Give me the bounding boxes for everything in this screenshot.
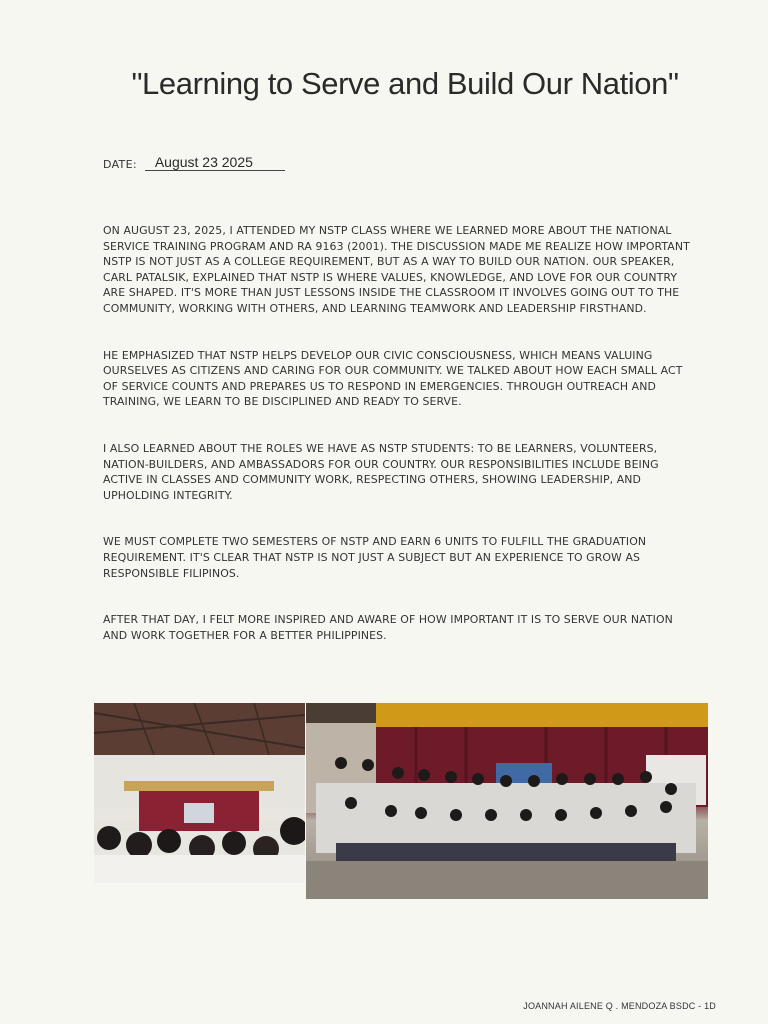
paragraph-1: ON AUGUST 23, 2025, I ATTENDED MY NSTP CLASS WHERE WE LEARNED MORE ABOUT THE NATIONAL SERVICE TRAINING PROGRAM AND RA 9163 (2001). THE DISCUSSION MADE ME REALIZE HOW IMPORTANT NSTP IS NOT JUST AS A COLLEGE REQUIREMENT, BUT AS A WAY TO BUILD OUR NATION. OUR SPEAKER, CARL PATALSIK, EXPLAINED THAT NSTP IS WHERE VALUES, KNOWLEDGE, AND LOVE FOR OUR COUNTRY ARE SHAPED. IT'S MORE THAN JUST LESSONS INSIDE THE CLASSROOM IT INVOLVES GOING OUT TO THE COMMUNITY, WORKING WITH OTHERS, AND LEARNING TEAMWORK AND LEADERSHIP FIRSTHAND. [103,224,690,315]
author-footer: JOANNAH AILENE Q . MENDOZA BSDC - 1D [523,1001,716,1011]
paragraph-4: WE MUST COMPLETE TWO SEMESTERS OF NSTP AND EARN 6 UNITS TO FULFILL THE GRADUATION REQUIREMENT. IT'S CLEAR THAT NSTP IS NOT JUST A SUBJECT BUT AN EXPERIENCE TO GROW AS RESPONSIBLE FILIPINOS. [103,535,647,580]
photo-lecture-hall [94,703,305,883]
photo-group-picture-image [306,703,708,899]
photo-group-picture [306,703,708,899]
paragraph-2: HE EMPHASIZED THAT NSTP HELPS DEVELOP OUR CIVIC CONSCIOUSNESS, WHICH MEANS VALUING OURSELVES AS CITIZENS AND CARING FOR OUR COMMUNITY. WE TALKED ABOUT HOW EACH SMALL ACT OF SERVICE COUNTS AND PREPARES US TO RESPOND IN EMERGENCIES. THROUGH OUTREACH AND TRAINING, WE LEARN TO BE DISCIPLINED AND READY TO SERVE. [103,348,683,409]
date-label: DATE: [103,158,137,171]
photo-lecture-hall-image [94,703,305,883]
date-row [103,154,285,171]
journal-body [103,223,698,674]
paragraph-5: AFTER THAT DAY, I FELT MORE INSPIRED AND AWARE OF HOW IMPORTANT IT IS TO SERVE OUR NATION AND WORK TOGETHER FOR A BETTER PHILIPPINES. [103,613,673,642]
page-title: "Learning to Serve and Build Our Nation" [131,66,679,101]
date-value: August 23 2025 [145,154,285,171]
paragraph-3: I ALSO LEARNED ABOUT THE ROLES WE HAVE AS NSTP STUDENTS: TO BE LEARNERS, VOLUNTEERS, NATION-BUILDERS, AND AMBASSADORS FOR OUR COUNTRY. OUR RESPONSIBILITIES INCLUDE BEING ACTIVE IN CLASSES AND COMMUNITY WORK, RESPECTING OTHERS, SHOWING LEADERSHIP, AND UPHOLDING INTEGRITY. [103,441,659,502]
